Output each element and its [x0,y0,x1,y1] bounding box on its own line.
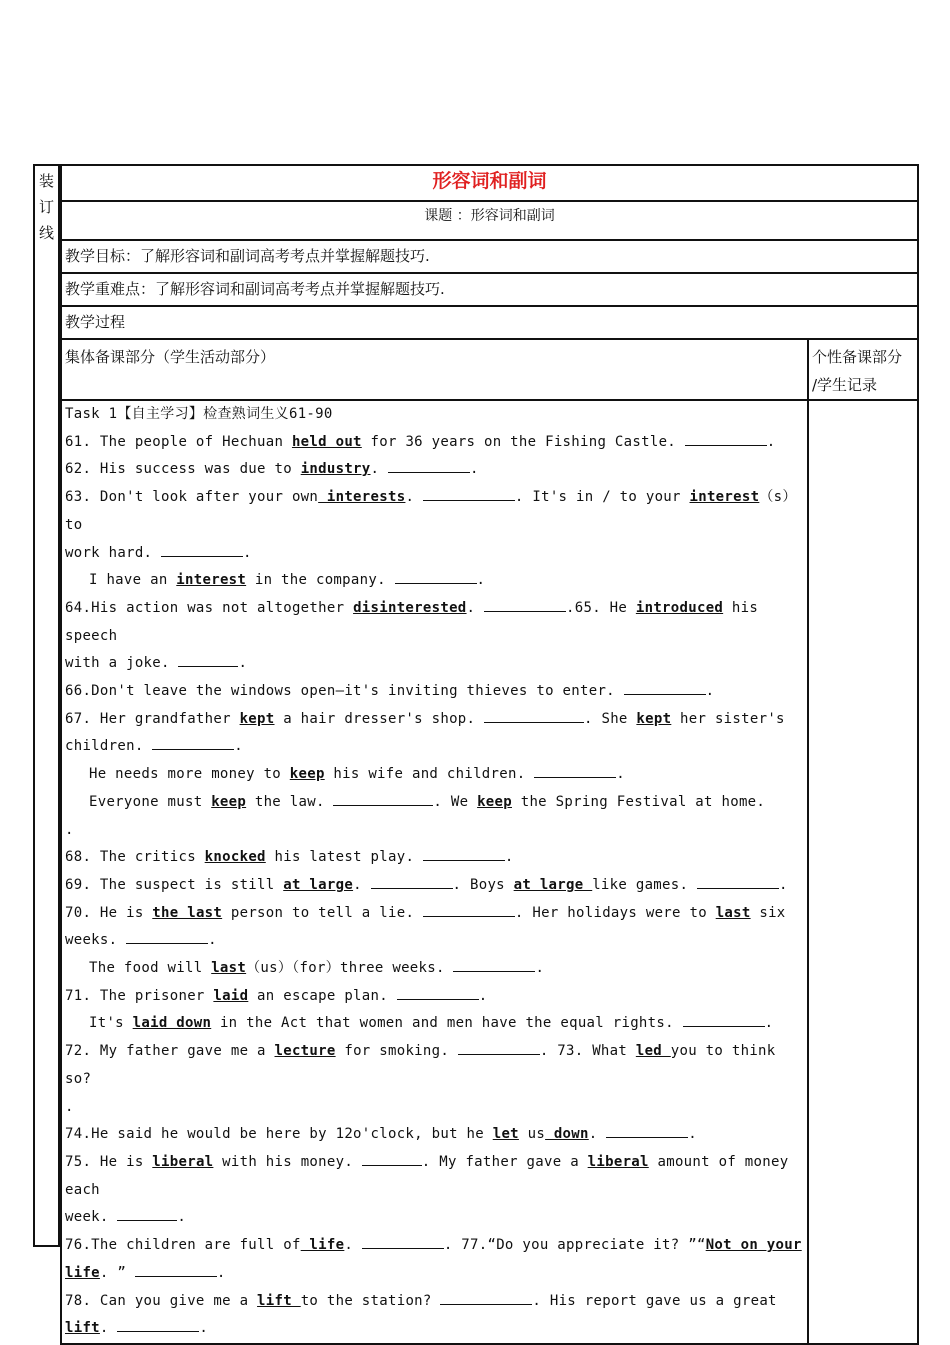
teaching-process: 教学过程 [65,313,126,331]
exercise-line: children. . [65,733,804,761]
exercise-line: . [65,1098,74,1115]
answer-blank[interactable] [423,902,515,917]
answer-blank[interactable] [395,569,477,584]
exercise-line: work hard. . [65,540,804,568]
answer-blank[interactable] [117,1317,199,1332]
binding-char: 订 [38,198,54,216]
exercise-line: 61. The people of Hechuan held out for 36 years on the Fishing Castle. . [65,429,804,457]
answer-blank[interactable] [624,680,706,695]
answer-blank[interactable] [683,1012,765,1027]
exercise-line: Everyone must keep the law. . We keep the Spring Festival at home. [65,789,804,817]
answer-blank[interactable] [423,486,515,501]
answer-blank[interactable] [152,735,234,750]
exercise-line: 71. The prisoner laid an escape plan. . [65,983,804,1011]
answer-blank[interactable] [440,1290,532,1305]
exercise-line: 76.The children are full of life. . 77.“Do you appreciate it? ”“Not on your [65,1232,804,1260]
answer-blank[interactable] [388,458,470,473]
exercise-line: . [65,821,74,838]
answer-blank[interactable] [397,985,479,1000]
answer-blank[interactable] [135,1262,217,1277]
exercise-line: with a joke. . [65,650,804,678]
answer-blank[interactable] [371,874,453,889]
answer-blank[interactable] [117,1206,177,1221]
collective-header: 集体备课部分（学生活动部分） [65,348,276,366]
personal-header [812,343,914,399]
exercise-line: I have an interest in the company. . [65,567,804,595]
exercise-line: The food will last（us）（for）three weeks. . [65,955,804,983]
exercise-line: life. ” . [65,1260,804,1288]
personal-header-line2: /学生记录 [812,376,878,394]
worksheet [33,164,917,1337]
answer-blank[interactable] [423,846,505,861]
exercise-line: 75. He is liberal with his money. . My father gave a liberal amount of money each [65,1149,804,1204]
exercise-line: lift. . [65,1315,804,1343]
student-notes-area[interactable] [808,400,918,1344]
answer-blank[interactable] [685,431,767,446]
exercise-line: weeks. . [65,927,804,955]
exercise-line: 68. The critics knocked his latest play. . [65,844,804,872]
answer-blank[interactable] [362,1151,422,1166]
exercise-line: 62. His success was due to industry. . [65,456,804,484]
exercise-line: 72. My father gave me a lecture for smoking. . 73. What led you to think so? [65,1038,804,1093]
exercise-line: It's laid down in the Act that women and men have the equal rights. . [65,1010,804,1038]
exercise-line: week. . [65,1204,804,1232]
answer-blank[interactable] [606,1123,688,1138]
answer-blank[interactable] [484,708,584,723]
task-title: Task 1【自主学习】检查熟词生义61-90 [65,406,333,422]
topic-line: 课题 ：形容词和副词 [424,208,555,224]
exercise-line: He needs more money to keep his wife and children. . [65,761,804,789]
answer-blank[interactable] [453,957,535,972]
exercise-line: 66.Don't leave the windows open—it's inviting thieves to enter. . [65,678,804,706]
page-title: 形容词和副词 [432,170,547,192]
lesson-table [60,164,919,1345]
answer-blank[interactable] [534,763,616,778]
answer-blank[interactable] [362,1234,444,1249]
exercise-line: 63. Don't look after your own interests. . It's in / to your interest（s）to [65,484,804,539]
exercise-line: 64.His action was not altogether disinterested. .65. He introduced his speech [65,595,804,650]
teaching-goal: 教学目标：了解形容词和副词高考考点并掌握解题技巧. [65,247,430,265]
answer-blank[interactable] [333,791,433,806]
binding-margin [33,164,60,1247]
answer-blank[interactable] [697,874,779,889]
answer-blank[interactable] [161,542,243,557]
personal-header-line1: 个性备课部分 [812,348,903,366]
exercise-line: 78. Can you give me a lift to the station? . His report gave us a great [65,1288,804,1316]
answer-blank[interactable] [126,929,208,944]
answer-blank[interactable] [484,597,566,612]
binding-char: 装 [38,172,54,190]
exercise-line: 70. He is the last person to tell a lie. . Her holidays were to last six [65,900,804,928]
answer-blank[interactable] [178,652,238,667]
answer-blank[interactable] [458,1040,540,1055]
exercise-area [61,400,808,1344]
exercise-line: 74.He said he would be here by 12o'clock, but he let us down. . [65,1121,804,1149]
binding-char: 线 [38,224,54,242]
exercise-line: 67. Her grandfather kept a hair dresser's shop. . She kept her sister's [65,706,804,734]
key-points: 教学重难点：了解形容词和副词高考考点并掌握解题技巧. [65,280,445,298]
exercise-line: 69. The suspect is still at large. . Boys at large like games. . [65,872,804,900]
